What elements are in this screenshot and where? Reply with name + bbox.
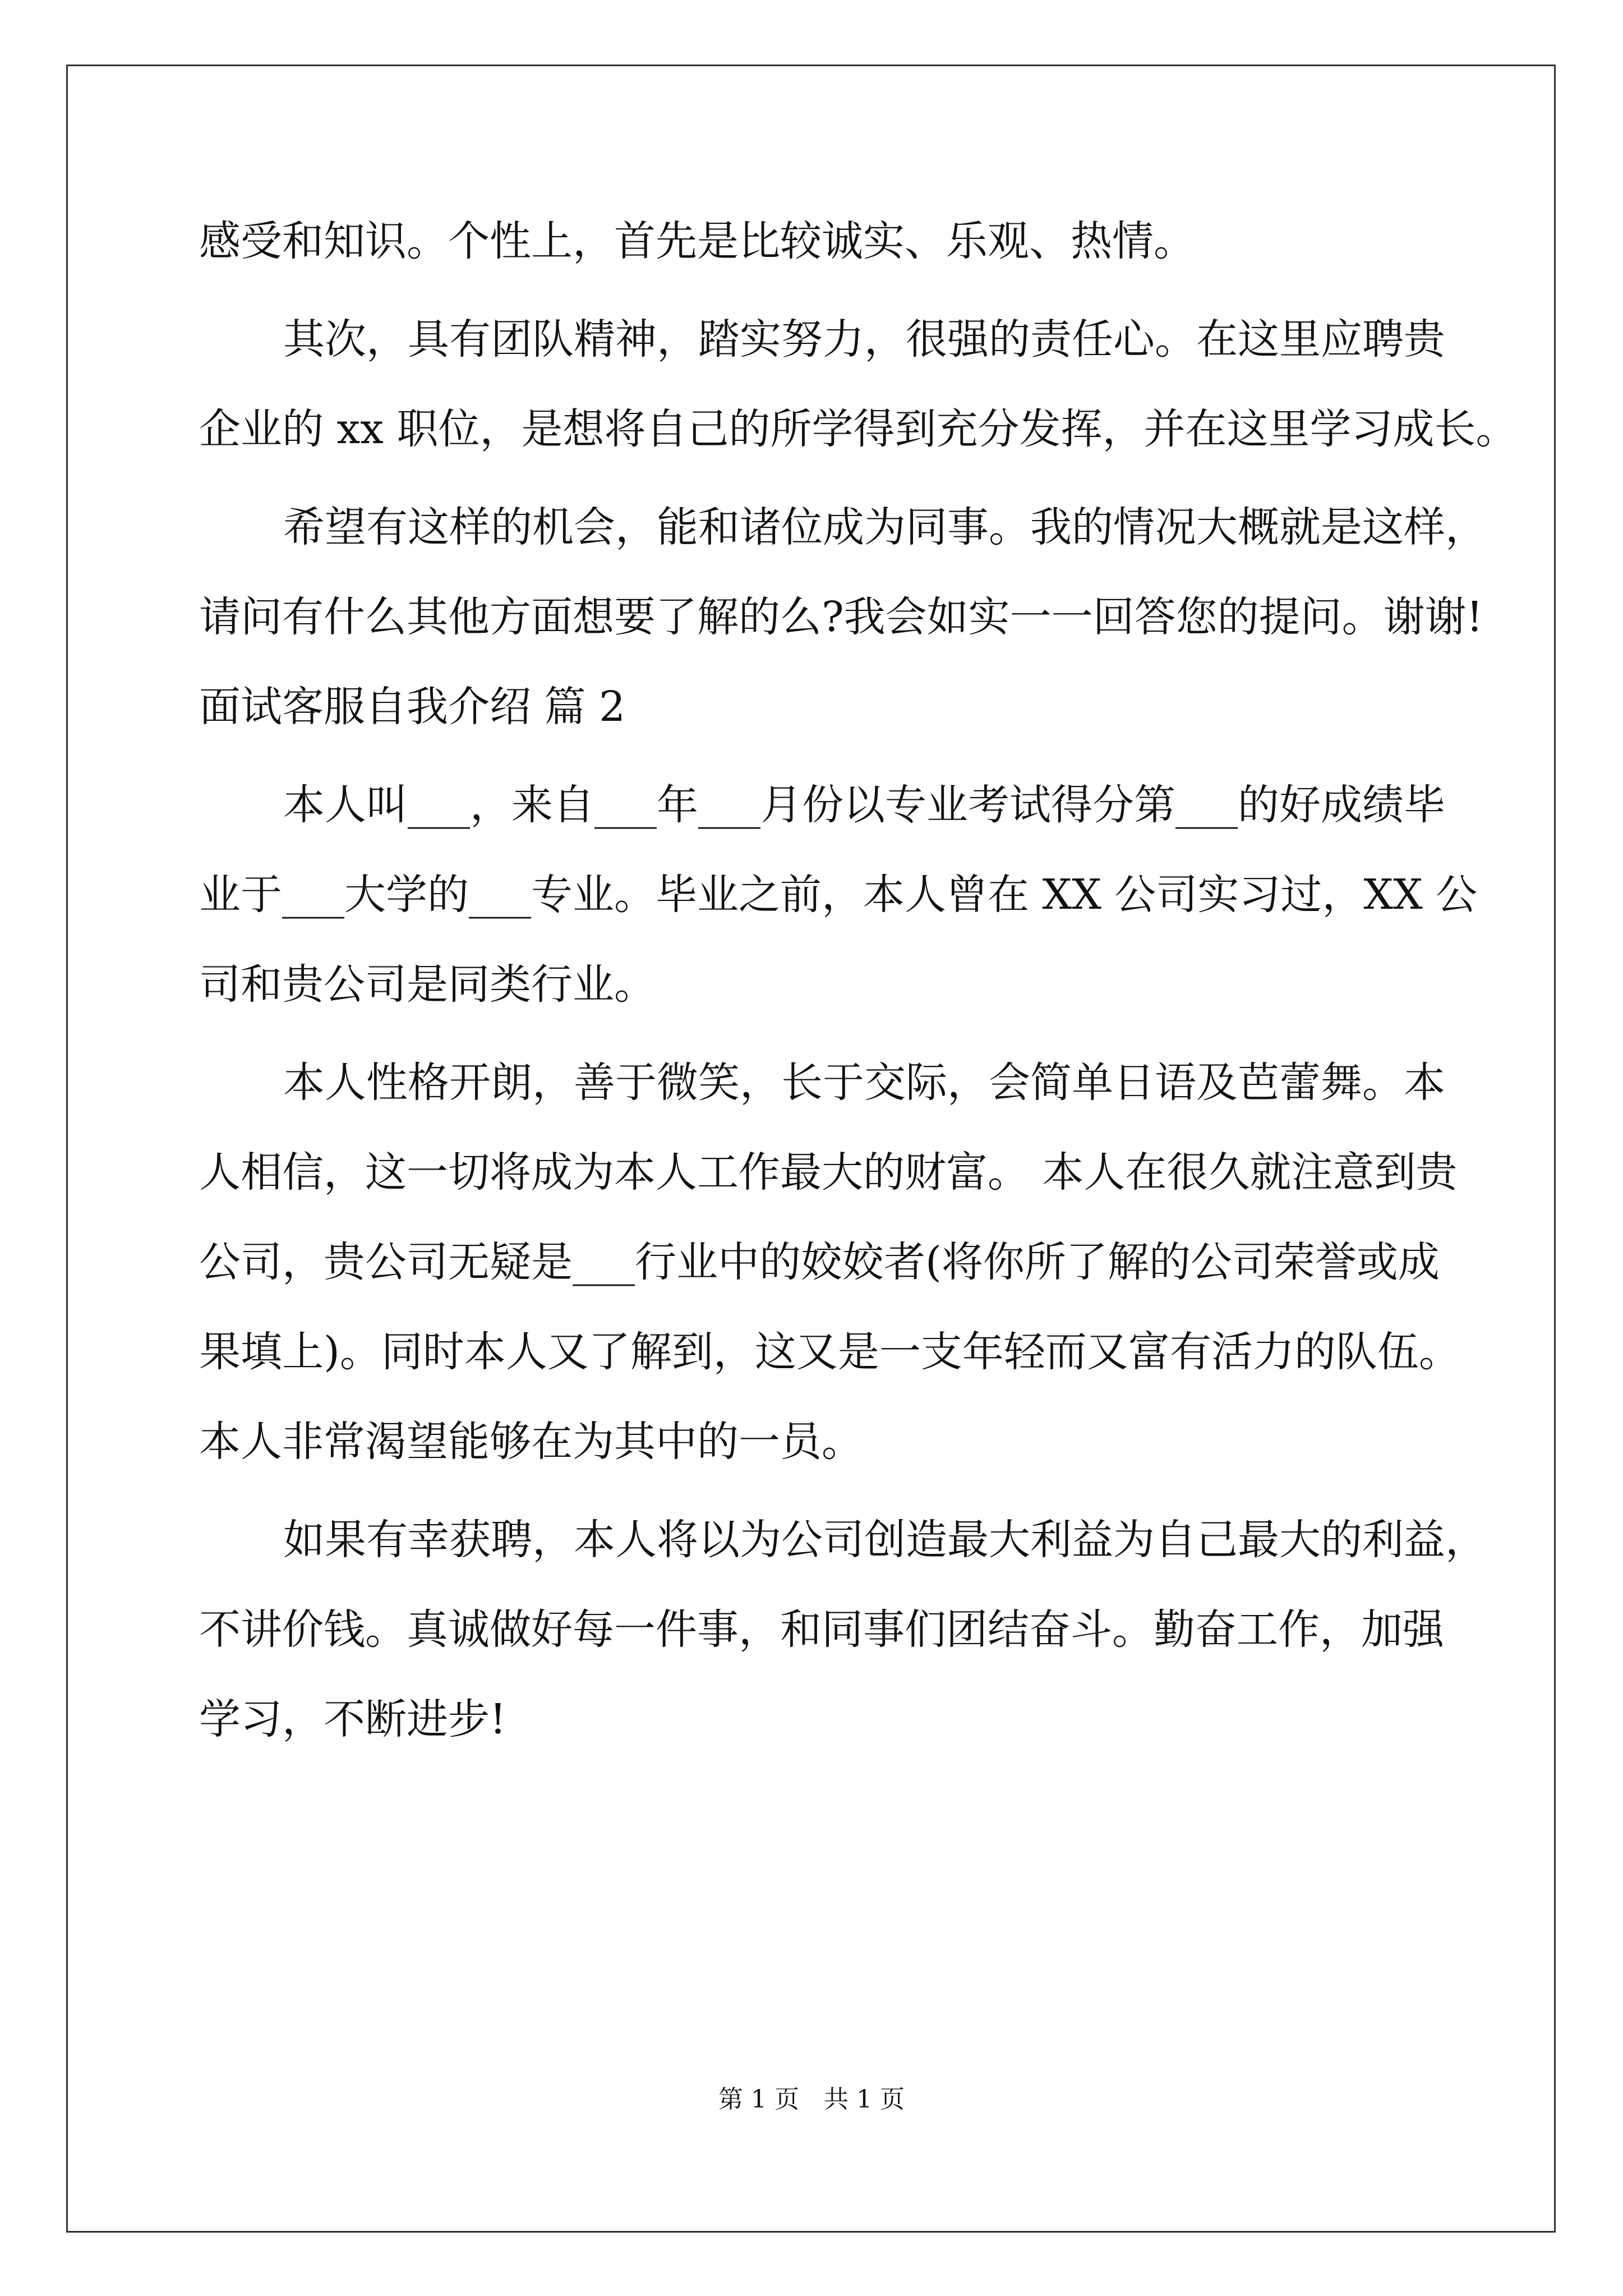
paragraph-start: 本人叫___，来自___年___月份以专业考试得分第___的好成绩毕 bbox=[283, 781, 1445, 829]
text-line: 公司，贵公司无疑是___行业中的姣姣者(将你所了解的公司荣誉或成 bbox=[199, 1238, 1440, 1286]
section-heading: 面试客服自我介绍 篇 2 bbox=[199, 683, 626, 731]
paragraph-start: 本人性格开朗，善于微笑，长于交际，会简单日语及芭蕾舞。本 bbox=[283, 1059, 1445, 1107]
paragraph-start: 其次，具有团队精神，踏实努力，很强的责任心。在这里应聘贵 bbox=[283, 315, 1445, 364]
paragraph-start: 希望有这样的机会，能和诸位成为同事。我的情况大概就是这样， bbox=[283, 503, 1487, 551]
paragraph-start: 如果有幸获聘，本人将以为公司创造最大利益为自己最大的利益， bbox=[283, 1516, 1487, 1564]
text-line: 请问有什么其他方面想要了解的么?我会如实一一回答您的提问。谢谢! bbox=[199, 593, 1483, 641]
text-line: 企业的 xx 职位，是想将自己的所学得到充分发挥，并在这里学习成长。 bbox=[199, 405, 1518, 453]
text-line: 业于___大学的___专业。毕业之前，本人曾在 XX 公司实习过，XX 公 bbox=[199, 871, 1478, 919]
text-line: 人相信，这一切将成为本人工作最大的财富。 本人在很久就注意到贵 bbox=[199, 1148, 1458, 1197]
page-footer: 第 1 页 共 1 页 bbox=[718, 2085, 905, 2114]
text-line: 学习，不断进步! bbox=[199, 1695, 506, 1743]
text-line: 感受和知识。个性上，首先是比较诚实、乐观、热情。 bbox=[199, 217, 1195, 265]
text-line: 果填上)。同时本人又了解到，这又是一支年轻而又富有活力的队伍。 bbox=[199, 1328, 1460, 1376]
text-line: 不讲价钱。真诚做好每一件事，和同事们团结奋斗。勤奋工作，加强 bbox=[199, 1605, 1444, 1654]
text-line: 司和贵公司是同类行业。 bbox=[199, 960, 656, 1009]
text-line: 本人非常渴望能够在为其中的一员。 bbox=[199, 1418, 863, 1466]
